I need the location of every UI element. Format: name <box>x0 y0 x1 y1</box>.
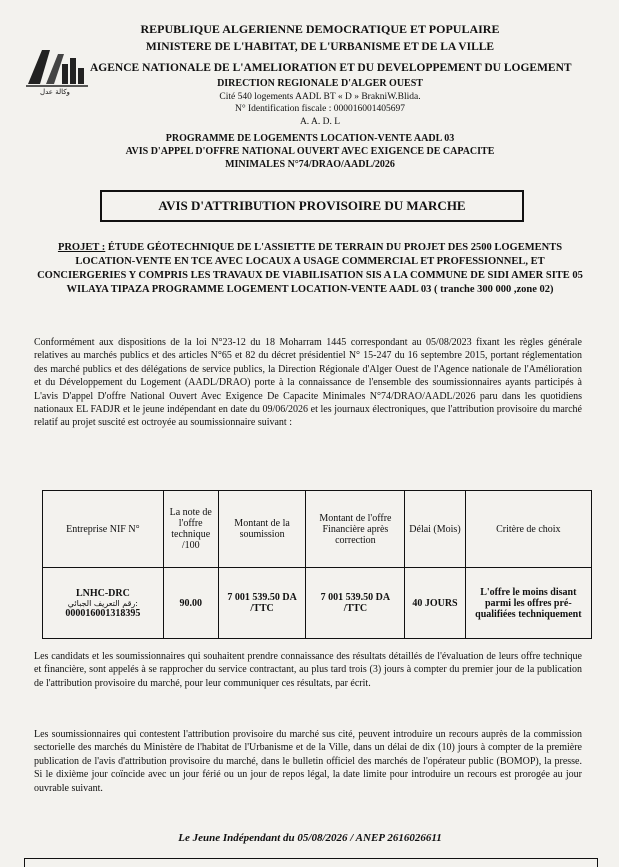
entreprise-name: LNHC-DRC <box>75 587 130 599</box>
col-critere: Critère de choix <box>465 491 591 568</box>
header-ministry: MINISTERE DE L'HABITAT, DE L'URBANISME ET DE LA VILLE <box>145 41 495 53</box>
tender-title: AVIS D'APPEL D'OFFRE NATIONAL OUVERT AVEC EXIGENCE DE CAPACITE <box>125 146 495 157</box>
cell-montant: 7 001 539.50 DA /TTC <box>218 568 306 639</box>
col-entreprise: Entreprise NIF N° <box>43 491 164 568</box>
paragraph-appeal: Les soumissionnaires qui contestent l'attribution provisoire du marché sus cité, peuvent introduire un recours auprès de la commission sectorielle des marchés du Ministère de l'habitat de l'Urbanisme et de la Ville, dans un délai de dix (10) jours à compter de la première publication de l'avis d'attribution provisoire du marché, dans le bulletin officiel des marchés de l'opérateur public (BOMOP), la presse. Si le dixième jour coïncide avec un jour férié ou un jour de repos légal, la date limite pour introduire un recours est prorogée au jour ouvrable suivant. <box>34 729 582 794</box>
header-agency: AGENCE NATIONALE DE L'AMELIORATION ET DU DEVELOPPEMENT DU LOGEMENT <box>90 62 572 74</box>
nif-label-arabic: رقم التعريف الجبائي: <box>67 598 138 608</box>
aadl-logo <box>22 40 92 92</box>
logo-caption: وكالة عدل <box>40 88 70 96</box>
header-acronym: A. A. D. L <box>299 117 341 127</box>
cell-entreprise <box>43 568 164 639</box>
paragraph-legal-basis: Conformément aux dispositions de la loi N°23-12 du 18 Moharram 1445 correspondant au 05/08/2023 fixant les règles générale relatives au marchés publics et des articles N°65 et 82 du décret présidentiel N° 15-247 du 16 septembre 2015, portant réglementation des marché publics et des délégations de service publics, la Direction Régionale d'Alger Ouest de l'Agence nationale de l'Amélioration et du Développement du Logement (AADL/DRAO) porte à la connaissance de l'ensemble des soumissionnaires ayants participés à L'avis D'appel D'offre National Ouvert Avec Exigence De Capacite Minimales N°74/DRAO/AADL/2026 paru dans les quotidiens nationaux EL FADJR et le jeune indépendant en date du 09/06/2026 et les journaux électroniques, que l'attribution provisoire du marché relatif au projet suscité est octroyée au soumissionnaire suivant : <box>34 337 582 429</box>
header-direction: DIRECTION REGIONALE D'ALGER OUEST <box>217 78 423 89</box>
col-montant-corrige: Montant de l'offre Financière après correction <box>306 491 405 568</box>
attribution-table <box>42 490 592 639</box>
header-republic: REPUBLIQUE ALGERIENNE DEMOCRATIQUE ET POPULAIRE <box>140 22 500 36</box>
entreprise-nif: 000016001318395 <box>65 607 141 619</box>
cell-montant-corrige: 7 001 539.50 DA /TTC <box>306 568 405 639</box>
col-delai: Délai (Mois) <box>405 491 465 568</box>
cell-note: 90.00 <box>163 568 218 639</box>
publication-footer: Le Jeune Indépendant du 05/08/2026 / ANEP 2616026611 <box>178 832 442 844</box>
project-text: ÉTUDE GÉOTECHNIQUE DE L'ASSIETTE DE TERRAIN DU PROJET DES 2500 LOGEMENTS LOCATION-VENTE EN TCE AVEC LOCAUX A USAGE COMMERCIAL ET PROFESSIONNEL, ET CONCIERGERIES Y COMPRIS LES TRAVAUX DE VIABILISATION SIS A LA COMMUNE DE SIDI AMER SITE 05 WILAYA TIPAZA PROGRAMME LOGEMENT LOCATION-VENTE AADL 03 ( tranche 300 000 ,zone 02) <box>37 242 583 295</box>
programme-title: PROGRAMME DE LOGEMENTS LOCATION-VENTE AADL 03 <box>165 133 455 144</box>
notice-title: AVIS D'ATTRIBUTION PROVISOIRE DU MARCHE <box>100 190 524 222</box>
cell-delai: 40 JOURS <box>405 568 465 639</box>
cell-critere: L'offre le moins disant parmi les offres pré-qualifiées techniquement <box>465 568 591 639</box>
header-address: Cité 540 logements AADL BT « D » BrakniW.Blida. <box>219 92 421 102</box>
col-note: La note de l'offre technique /100 <box>163 491 218 568</box>
table-row <box>43 568 592 639</box>
table-header-row <box>43 491 592 568</box>
paragraph-results-request: Les candidats et les soumissionnaires qui souhaitent prendre connaissance des résultats détaillés de l'évaluation de leurs offre technique et financière, sont appelés à se rapprocher du service contractant, au plus tard trois (3) jours à compter du premier jour de la publication de l'attribution provisoire du marché, pour leur communiquer ces résultats, par écrit. <box>34 651 582 689</box>
project-label: PROJET : <box>57 242 106 253</box>
header-fiscal-id: N° Identification fiscale : 000016001405697 <box>234 104 405 114</box>
project-description <box>30 241 590 297</box>
tender-reference: MINIMALES N°74/DRAO/AADL/2026 <box>225 159 395 170</box>
col-montant: Montant de la soumission <box>218 491 306 568</box>
